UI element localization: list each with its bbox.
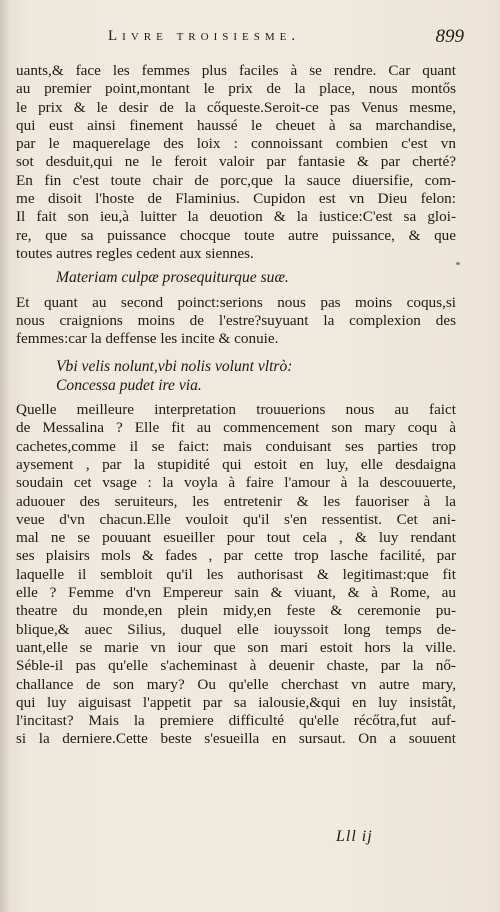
text-line: qui eust ainsi finement haussé le cheuet à sa marchandise, [16, 116, 456, 134]
ink-blot [456, 262, 460, 265]
text-line: elle ? Femme d'vn Empereur sain & viuant, & à Rome, au [16, 584, 456, 602]
text-line: blique,& auec Silius, duquel elle iouyssoit long temps de- [16, 620, 456, 638]
body-text [16, 62, 456, 749]
text-line: challance de son mary? Ou qu'elle cherchast vn autre mary, [16, 675, 456, 693]
text-line: Quelle meilleure interpretation trouuerions nous au faict [16, 401, 456, 419]
text-line: par le maquerelage des loix : connoissant combien c'est vn [16, 135, 456, 153]
text-line: re, que sa puissance chocque toute autre puissance, & que [16, 226, 456, 244]
text-line: si la derniere.Cette beste s'esueilla en sursaut. On a souuent [16, 730, 456, 748]
spacer [16, 348, 456, 358]
text-line: Il fait son ieu,à luitter la deuotion & la iustice:C'est sa gloi- [16, 208, 456, 226]
running-title: Livre troisiesme. [108, 28, 301, 44]
text-line: uant,elle se marie vn iour que son mari estoit hors la ville. [16, 638, 456, 656]
text-line: le prix & le desir de la cőqueste.Seroit-ce pas Venus mesme, [16, 98, 456, 116]
text-line: cachetes,comme il se faict: mais conduisant ses parties trop [16, 437, 456, 455]
text-line: aysement , par la stupidité qui estoit en luy, elle desdaigna [16, 455, 456, 473]
text-line: En fin c'est toute chair de porc,que la sauce diuersifie, com- [16, 171, 456, 189]
page-number: 899 [435, 26, 464, 47]
text-line: veue d'vn chacun.Elle vouloit qu'il s'en ressentist. Cet ani- [16, 510, 456, 528]
text-line: aduouer des seruiteurs, les entretenir & les fauoriser à la [16, 492, 456, 510]
signature-mark: Lll ij [336, 828, 373, 845]
text-line: sot desduit,qui ne le feroit valoir par fantasie & par cherté? [16, 153, 456, 171]
text-line: Séble-il pas qu'elle s'acheminast à deuenir chaste, par la nő- [16, 657, 456, 675]
text-line: uants,& face les femmes plus faciles à se rendre. Car quant [16, 62, 456, 79]
text-line: nous craignions moins de l'estre?suyuant la complexion des [16, 311, 456, 329]
text-line: soudain cet vsage : la voyla à faire l'amour à la descouuerte, [16, 474, 456, 492]
text-line: de Messalina ? Elle fit au commencement son mary coqu à [16, 419, 456, 437]
text-line: mal ne se pouuant esueiller pour tout cela , & luy rendant [16, 529, 456, 547]
text-line: femmes:car la deffense les incite & conuie. [16, 330, 279, 348]
text-line: au premier point,montant le prix de la place, nous montős [16, 80, 456, 98]
running-head [108, 26, 464, 54]
text-line: laquelle il sembloit qu'il les authorisast & legitimast:que fit [16, 565, 456, 583]
text-line: l'incitast? Mais la premiere difficulté qu'elle récőtra,fut auf- [16, 712, 456, 730]
text-line: toutes autres regles cedent aux siennes. [16, 244, 254, 262]
page-gutter-shadow [0, 0, 10, 912]
text-line: qui luy aiguisast l'appetit par sa ialousie,&qui en luy insistât, [16, 693, 456, 711]
latin-quote: Concessa pudet ire via. [56, 376, 202, 394]
text-line: Et quant au second poinct:serions nous pas moins coqus,si [16, 293, 456, 311]
text-line: me disoit l'hoste de Flaminius. Cupidon est vn Dieu felon: [16, 190, 456, 208]
text-line: theatre du monde,en plein midy,en feste & ceremonie pu- [16, 602, 456, 620]
latin-quote: Vbi velis nolunt,vbi nolis volunt vltrò: [56, 358, 293, 376]
latin-quote: Materiam culpæ prosequiturque suæ. [56, 269, 289, 287]
text-line: ses plaisirs mols & fades , par cette trop lasche facilité, par [16, 547, 456, 565]
